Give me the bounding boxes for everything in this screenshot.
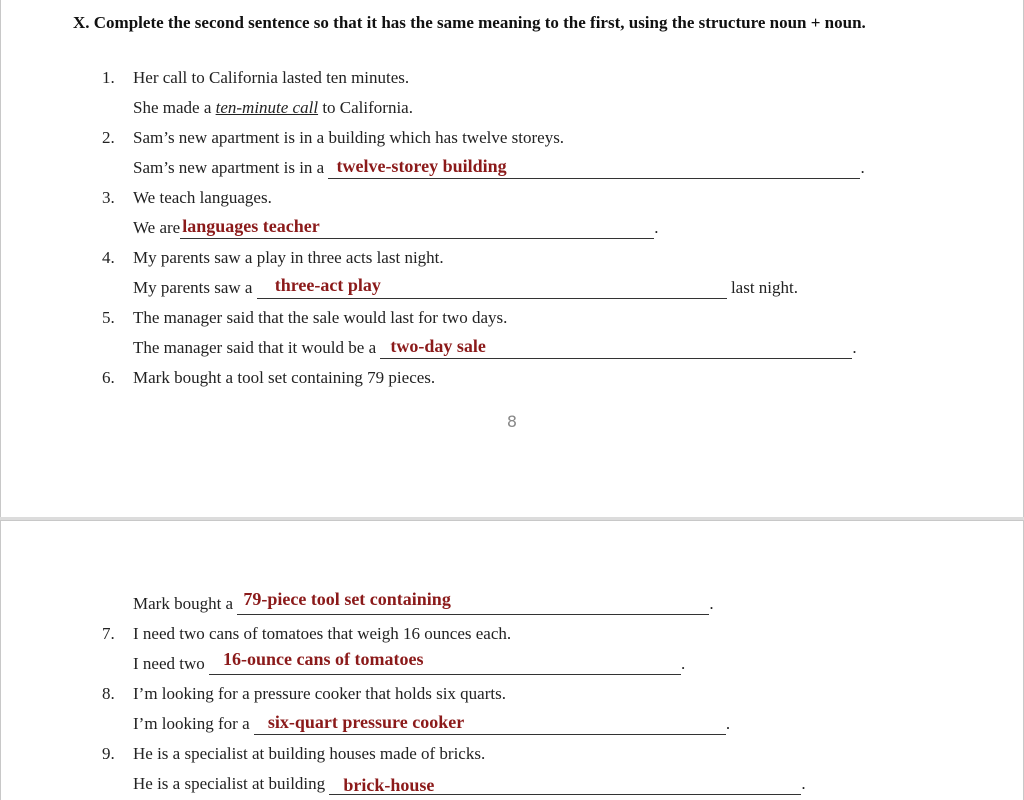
- item-completion: [133, 649, 686, 675]
- item-completion: [133, 277, 798, 299]
- item-prompt: I need two cans of tomatoes that weigh 16 ounces each.: [133, 624, 512, 643]
- item-prompt: Mark bought a tool set containing 79 pieces.: [133, 368, 436, 387]
- answer-text: two-day sale: [390, 336, 486, 356]
- completion-prefix: Mark bought a: [133, 594, 238, 613]
- item-completion: [133, 337, 857, 359]
- completion-suffix: .: [681, 654, 686, 673]
- completion-suffix: .: [725, 714, 731, 733]
- answer-blank[interactable]: [380, 338, 852, 359]
- answer-text: six-quart pressure cooker: [267, 712, 465, 732]
- item-number: 3.: [102, 188, 115, 207]
- item-completion: [133, 217, 658, 239]
- item-completion: [133, 589, 714, 615]
- completion-suffix: last night.: [726, 278, 799, 297]
- completion-suffix: .: [709, 594, 714, 613]
- completion-prefix: We are: [133, 218, 181, 237]
- item-number: 2.: [102, 128, 115, 147]
- item-prompt: He is a specialist at building houses made of bricks.: [133, 744, 486, 763]
- answer-blank[interactable]: [257, 275, 727, 299]
- item-prompt: We teach languages.: [133, 188, 272, 207]
- completion-prefix: My parents saw a: [133, 278, 257, 297]
- page-number: 8: [506, 412, 518, 431]
- item-completion: [133, 713, 730, 735]
- completion-suffix: .: [852, 338, 857, 357]
- completion-prefix: I’m looking for a: [133, 714, 254, 733]
- answer-blank[interactable]: [254, 714, 726, 735]
- completion-suffix: .: [654, 218, 659, 237]
- item-completion: [133, 773, 806, 795]
- completion-prefix: The manager said that it would be a: [133, 338, 381, 357]
- answer-blank[interactable]: [237, 589, 709, 615]
- answer-text: languages teacher: [182, 216, 320, 236]
- item-prompt: Sam’s new apartment is in a building which has twelve storeys.: [133, 128, 565, 147]
- completion-prefix: Sam’s new apartment is in a: [133, 158, 329, 177]
- item-number: 6.: [102, 368, 115, 387]
- answer-text: three-act play: [274, 275, 381, 295]
- item-number: 1.: [102, 68, 115, 87]
- item-prompt: Her call to California lasted ten minutes.: [133, 68, 410, 87]
- answer-text: twelve-storey building: [336, 156, 507, 176]
- completion-prefix: I need two: [133, 654, 210, 673]
- answer-blank[interactable]: [329, 774, 801, 795]
- item-number: 5.: [102, 308, 115, 327]
- item-number: 9.: [102, 744, 115, 763]
- completion-suffix: .: [801, 774, 806, 793]
- item-prompt: My parents saw a play in three acts last night.: [133, 248, 444, 267]
- item-number: 8.: [102, 684, 115, 703]
- answer-blank[interactable]: [180, 218, 654, 239]
- answer-blank[interactable]: [328, 158, 860, 179]
- completion-suffix: to California.: [318, 98, 413, 117]
- exercise-title: X. Complete the second sentence so that it has the same meaning to the first, using the structure noun + noun.: [73, 13, 866, 32]
- example-answer: ten-minute call: [215, 98, 319, 117]
- answer-text: 79-piece tool set containing: [243, 589, 451, 609]
- answer-text: 16-ounce cans of tomatoes: [223, 649, 424, 669]
- item-prompt: I’m looking for a pressure cooker that holds six quarts.: [133, 684, 506, 703]
- completion-suffix: .: [860, 158, 865, 177]
- item-number: 4.: [102, 248, 115, 267]
- answer-text: brick-house: [343, 775, 435, 795]
- item-completion: [133, 157, 865, 179]
- answer-blank[interactable]: [209, 649, 681, 675]
- page-2: [0, 520, 1024, 800]
- item-number: 7.: [102, 624, 115, 643]
- completion-prefix: She made a: [133, 98, 216, 117]
- item-prompt: The manager said that the sale would last for two days.: [133, 308, 508, 327]
- item-completion: [133, 97, 413, 119]
- completion-prefix: He is a specialist at building: [133, 774, 330, 793]
